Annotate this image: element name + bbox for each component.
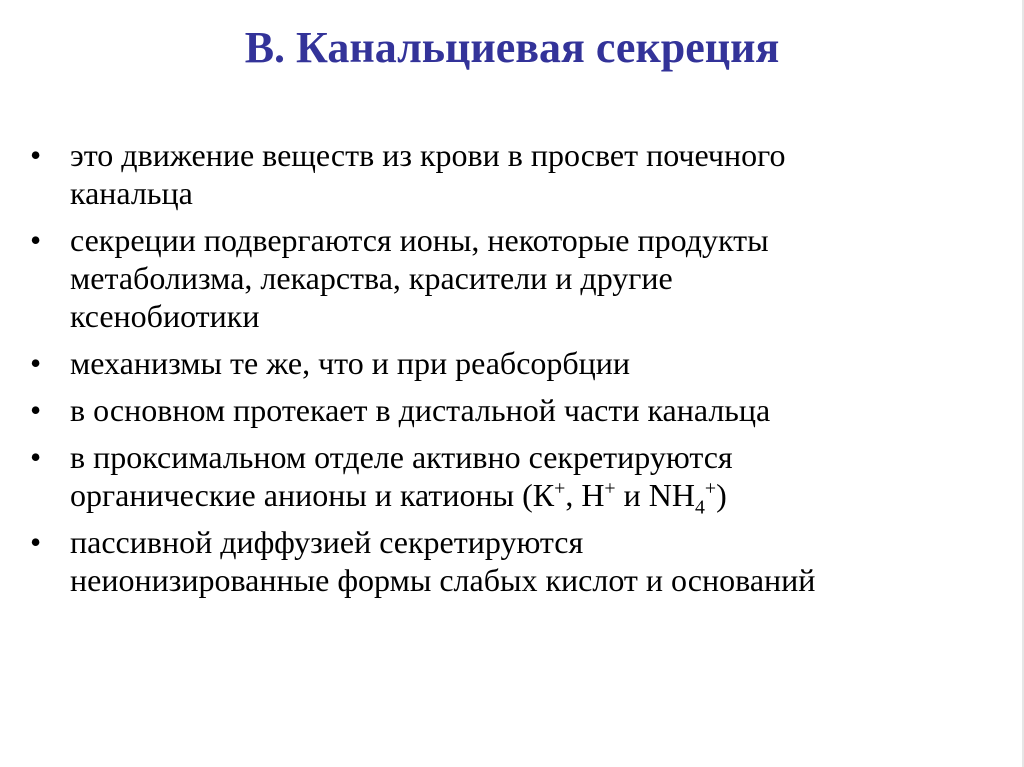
formula-separator: и NH <box>615 477 695 513</box>
ammonium-charge: + <box>704 477 717 500</box>
bullet-line: метаболизма, лекарства, красители и другие <box>70 260 673 296</box>
bullet-marker: • <box>30 222 42 258</box>
bullet-list <box>30 136 1010 608</box>
bullet-item-2 <box>30 221 1010 335</box>
bullet-line: в проксимальном отделе активно секретируются <box>70 439 733 475</box>
bullet-line: ксенобиотики <box>70 298 260 334</box>
bullet-item-1 <box>30 136 1010 212</box>
bullet-line: канальца <box>70 175 193 211</box>
bullet-line: секреции подвергаются ионы, некоторые продукты <box>70 222 769 258</box>
bullet-item-5 <box>30 438 1010 519</box>
bullet-line: пассивной диффузией секретируются <box>70 524 584 560</box>
bullet-line: в основном протекает в дистальной части канальца <box>70 392 771 428</box>
bullet-item-4 <box>30 391 1010 429</box>
bullet-line: неионизированные формы слабых кислот и оснований <box>70 562 816 598</box>
bullet-line: это движение веществ из крови в просвет почечного <box>70 137 786 173</box>
potassium-charge: + <box>554 477 566 500</box>
formula-text-suffix: ) <box>716 477 727 513</box>
bullet-marker: • <box>30 524 42 560</box>
formula-separator: , Н <box>565 477 605 513</box>
hydrogen-charge: + <box>604 477 616 500</box>
bullet-item-3 <box>30 344 1010 382</box>
bullet-line-formula <box>70 476 1010 519</box>
formula-text-prefix: органические анионы и катионы (К <box>70 477 555 513</box>
bullet-marker: • <box>30 345 42 381</box>
bullet-item-6 <box>30 523 1010 599</box>
bullet-marker: • <box>30 392 42 428</box>
bullet-marker: • <box>30 137 42 173</box>
bullet-line: механизмы те же, что и при реабсорбции <box>70 345 631 381</box>
bullet-marker: • <box>30 439 42 475</box>
slide-title: В. Канальциевая секреция <box>244 23 780 72</box>
ammonium-subscript: 4 <box>694 496 705 519</box>
